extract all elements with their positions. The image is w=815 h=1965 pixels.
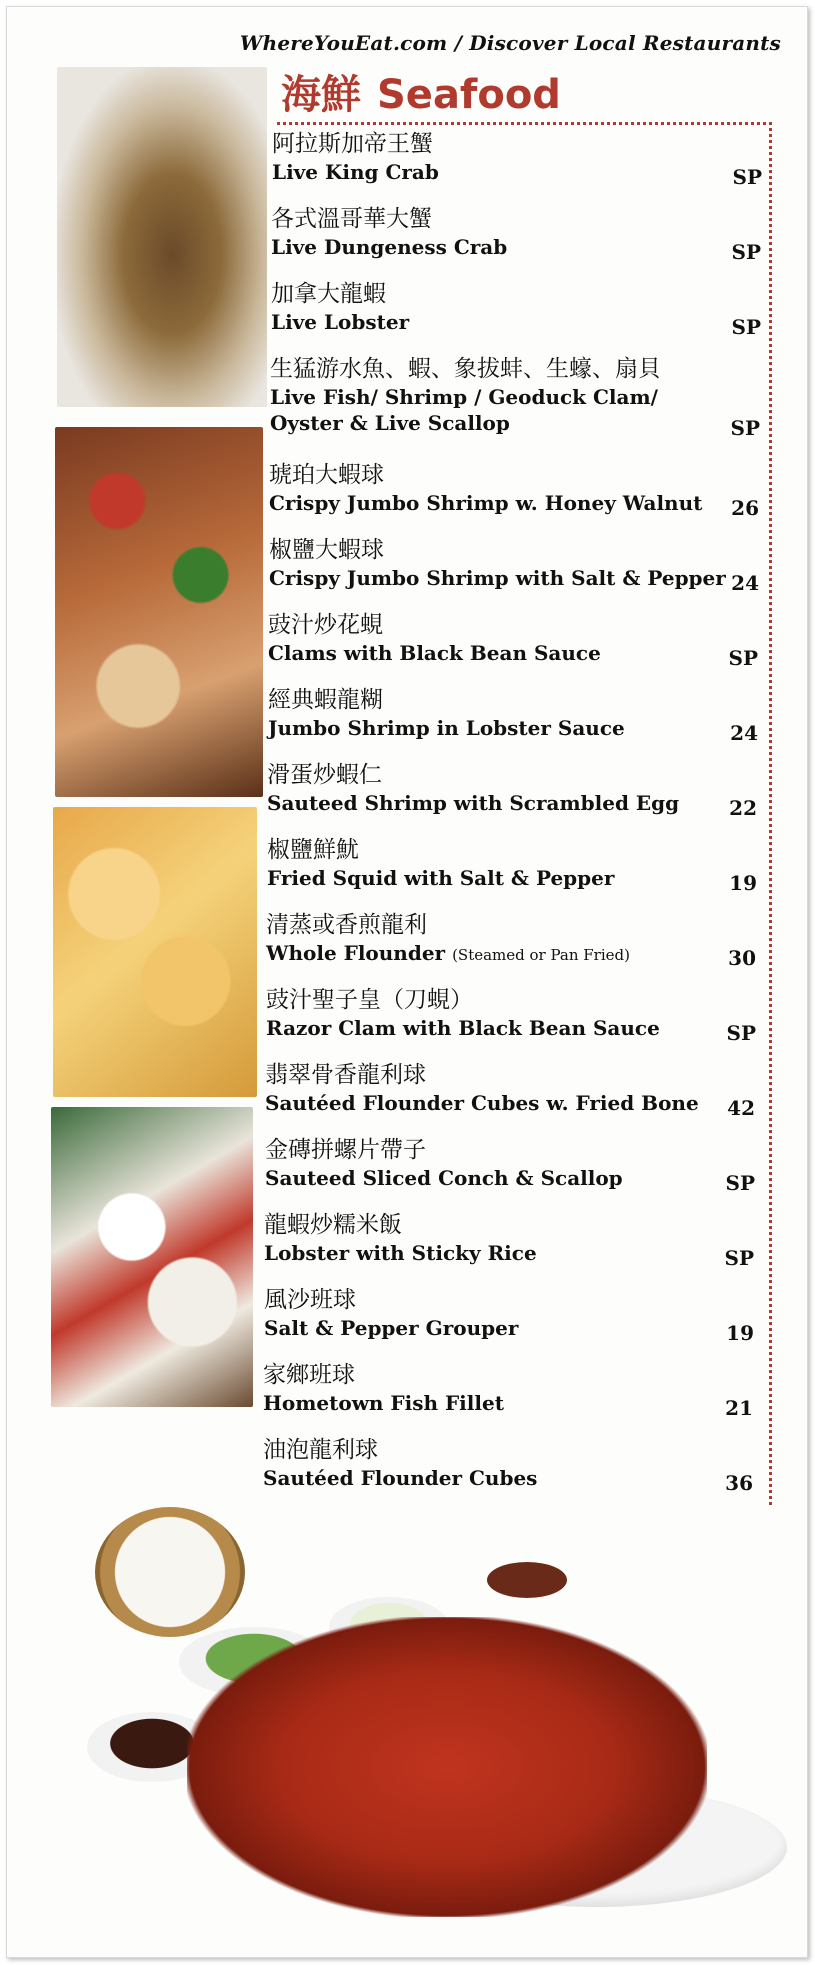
price: 21 xyxy=(725,1396,753,1420)
menu-page xyxy=(6,6,808,1958)
price: SP xyxy=(731,240,761,264)
price: SP xyxy=(728,646,758,670)
menu-item: 豉汁炒花蜆 Clams with Black Bean Sauce SP xyxy=(268,612,758,670)
menu-item: 生猛游水魚、蝦、象拔蚌、生蠔、扇貝 Live Fish/ Shrimp / Geoduck Clam/ Oyster & Live Scallop SP xyxy=(270,356,760,440)
menu-item: 經典蝦龍糊 Jumbo Shrimp in Lobster Sauce 24 xyxy=(268,687,758,745)
stir-fried-seafood-photo xyxy=(55,427,263,797)
menu-item: 油泡龍利球 Sautéed Flounder Cubes 36 xyxy=(263,1437,753,1495)
price: 42 xyxy=(727,1096,755,1120)
menu-item: 各式溫哥華大蟹 Live Dungeness Crab SP xyxy=(271,206,761,264)
sauce-dish-photo xyxy=(487,1562,567,1598)
menu-item: 滑蛋炒蝦仁 Sauteed Shrimp with Scrambled Egg 22 xyxy=(267,762,757,820)
menu-item: 風沙班球 Salt & Pepper Grouper 19 xyxy=(264,1287,754,1345)
price: 22 xyxy=(729,796,757,820)
price: 36 xyxy=(725,1471,753,1495)
price: 26 xyxy=(731,496,759,520)
sauteed-seafood-photo xyxy=(51,1107,253,1407)
menu-item: 翡翠骨香龍利球 Sautéed Flounder Cubes w. Fried Bone 42 xyxy=(265,1062,755,1120)
price: SP xyxy=(726,1021,756,1045)
price: 30 xyxy=(728,946,756,970)
menu-item: 豉汁聖子皇（刀蜆） Razor Clam with Black Bean Sauce SP xyxy=(266,987,756,1045)
fried-shrimp-photo xyxy=(53,807,257,1097)
price: SP xyxy=(730,416,760,440)
price: 19 xyxy=(726,1321,754,1345)
menu-item: 阿拉斯加帝王蟹 Live King Crab SP xyxy=(272,131,762,189)
menu-item: 清蒸或香煎龍利 Whole Flounder (Steamed or Pan Fried) 30 xyxy=(266,912,756,970)
menu-item: 家鄉班球 Hometown Fish Fillet 21 xyxy=(263,1362,753,1420)
menu-item: 龍蝦炒糯米飯 Lobster with Sticky Rice SP xyxy=(264,1212,754,1270)
roast-duck-photo xyxy=(187,1617,707,1917)
price: SP xyxy=(731,315,761,339)
menu-item: 加拿大龍蝦 Live Lobster SP xyxy=(271,281,761,339)
menu-item: 椒鹽大蝦球 Crispy Jumbo Shrimp with Salt & Pepper 24 xyxy=(269,537,759,595)
section-title xyxy=(281,63,561,120)
steamed-fish-photo xyxy=(57,67,267,407)
price: 19 xyxy=(729,871,757,895)
price: SP xyxy=(732,165,762,189)
menu-item: 椒鹽鮮魷 Fried Squid with Salt & Pepper 19 xyxy=(267,837,757,895)
menu-item: 金磚拼螺片帶子 Sauteed Sliced Conch & Scallop SP xyxy=(265,1137,755,1195)
price: 24 xyxy=(731,571,759,595)
section-title-english: Seafood xyxy=(377,72,561,118)
price: SP xyxy=(724,1246,754,1270)
section-title-chinese: 海鮮 xyxy=(281,71,361,118)
watermark: WhereYouEat.com / Discover Local Restaurants xyxy=(239,31,781,55)
price: SP xyxy=(725,1171,755,1195)
price: 24 xyxy=(730,721,758,745)
menu-item: 琥珀大蝦球 Crispy Jumbo Shrimp w. Honey Walnut 26 xyxy=(269,462,759,520)
